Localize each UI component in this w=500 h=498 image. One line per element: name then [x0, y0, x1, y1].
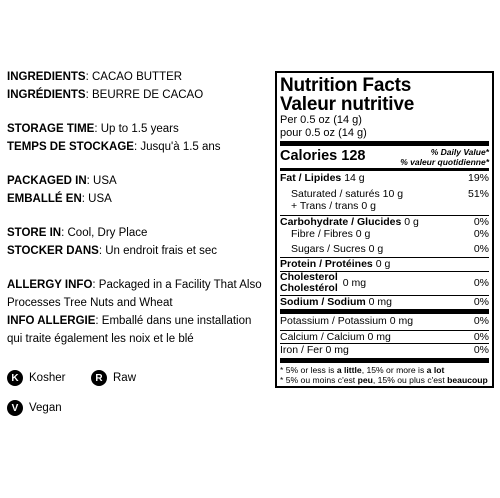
fibre-row: [280, 228, 489, 241]
allergy-en-label: ALLERGY INFO: [7, 279, 93, 291]
saturated-dv: 51%: [467, 187, 489, 200]
fat-row: [280, 172, 489, 185]
cholesterol-row: [280, 272, 489, 295]
packaged-en-value: USA: [93, 175, 117, 187]
sodium-label: Sodium / Sodium: [280, 295, 366, 308]
fibre-dv: 0%: [473, 228, 489, 240]
sodium-dv: 0%: [473, 295, 489, 308]
kosher-badge: [7, 370, 65, 386]
ingredients-en-label: INGREDIENTS: [7, 71, 86, 83]
trans-label: + Trans / trans: [291, 200, 359, 212]
nutrition-facts-panel: [275, 71, 494, 388]
potassium-row: [280, 315, 489, 328]
ingredients-fr-label: INGRÉDIENTS: [7, 89, 86, 101]
store-fr-label: STOCKER DANS: [7, 245, 99, 257]
cholesterol-label-fr: Cholestérol: [280, 282, 338, 294]
allergy-en: ALLERGY INFO: Packaged in a Facility That Also Processes Tree Nuts and Wheat: [7, 279, 262, 309]
daily-value-header-fr: % valeur quotidienne*: [400, 156, 489, 167]
trans-row: [280, 200, 489, 213]
raw-badge: [91, 370, 136, 386]
packaged-fr: EMBALLÉ EN: USA: [7, 193, 112, 205]
kosher-label: Kosher: [29, 372, 66, 384]
storage-en: STORAGE TIME: Up to 1.5 years: [7, 123, 179, 135]
potassium-dv: 0%: [473, 315, 489, 327]
carbohydrate-row: [280, 216, 489, 229]
sugars-dv: 0%: [473, 242, 489, 255]
kosher-icon: K: [7, 370, 23, 386]
carbohydrate-label: Carbohydrate / Glucides: [280, 215, 402, 228]
carbohydrate-amount: 0 g: [404, 215, 419, 228]
saturated-row: [280, 188, 489, 201]
footnote-en: [280, 365, 489, 375]
potassium-amount: 0 mg: [389, 315, 414, 327]
iron-amount: 0 mg: [325, 344, 349, 356]
cholesterol-dv: 0%: [473, 277, 489, 289]
store-fr: STOCKER DANS: Un endroit frais et sec: [7, 245, 218, 257]
packaged-fr-label: EMBALLÉ EN: [7, 193, 82, 205]
iron-row: [280, 344, 489, 357]
storage-fr-value: Jusqu'à 1.5 ans: [140, 141, 221, 153]
store-en-label: STORE IN: [7, 227, 62, 239]
divider-thick: [280, 358, 489, 363]
store-en-value: Cool, Dry Place: [67, 227, 148, 239]
footnote-fr-b: peu: [357, 374, 373, 385]
footnote-en-b: a little: [336, 364, 362, 375]
fat-dv: 19%: [467, 172, 489, 184]
raw-label: Raw: [113, 372, 137, 384]
vegan-icon: V: [7, 400, 23, 416]
protein-label: Protein / Protéines: [280, 258, 373, 270]
divider-thick: [280, 309, 489, 314]
saturated-label: Saturated / saturés: [291, 187, 380, 200]
calcium-amount: 0 mg: [367, 330, 391, 343]
calcium-label: Calcium / Calcium: [280, 330, 365, 343]
calories-row: [280, 147, 489, 167]
vegan-label: Vegan: [29, 402, 62, 414]
fibre-label: Fibre / Fibres: [291, 228, 353, 240]
allergy-fr: INFO ALLERGIE: Emballé dans une installation qui traite également les noix et le blé: [7, 315, 252, 345]
raw-icon: R: [91, 370, 107, 386]
store-fr-value: Un endroit frais et sec: [105, 245, 218, 257]
divider-thick: [280, 141, 489, 146]
ingredients-en: INGREDIENTS: CACAO BUTTER: [7, 71, 183, 83]
footnote-en-a: * 5% or less is: [280, 364, 335, 375]
footnote-fr-c: , 15% ou plus c'est: [372, 374, 445, 385]
protein-row: [280, 258, 489, 271]
storage-fr: TEMPS DE STOCKAGE: Jusqu'à 1.5 ans: [7, 141, 221, 153]
nutrition-title-fr: Valeur nutritive: [280, 94, 415, 115]
ingredients-fr-value: BEURRE DE CACAO: [91, 89, 204, 101]
footnote: [280, 365, 489, 385]
sugars-amount: 0 g: [368, 242, 384, 255]
iron-label: Iron / Fer: [280, 344, 323, 356]
footnote-en-c: , 15% or more is: [361, 364, 425, 375]
iron-dv: 0%: [473, 344, 489, 356]
ingredients-en-value: CACAO BUTTER: [91, 71, 183, 83]
serving-size-en: Per 0.5 oz (14 g): [280, 114, 362, 126]
daily-value-header-en: % Daily Value*: [430, 147, 489, 157]
footnote-fr-a: * 5% ou moins c'est: [280, 374, 356, 385]
cholesterol-label-en: Cholesterol: [280, 270, 338, 283]
fat-amount: 14 g: [344, 172, 365, 184]
storage-en-label: STORAGE TIME: [7, 123, 95, 135]
store-en: STORE IN: Cool, Dry Place: [7, 227, 148, 239]
product-info: [7, 68, 269, 348]
vegan-badge: [7, 400, 62, 416]
storage-fr-label: TEMPS DE STOCKAGE: [7, 141, 134, 153]
footnote-fr-d: beaucoup: [447, 374, 488, 385]
fat-label: Fat / Lipides: [280, 172, 342, 184]
sugars-row: [280, 243, 489, 256]
packaged-en: PACKAGED IN: USA: [7, 175, 117, 187]
serving-size-fr: pour 0.5 oz (14 g): [280, 126, 367, 139]
divider-medium: [280, 168, 489, 171]
allergy-en-value: Packaged in a Facility That Also Processes Tree Nuts and Wheat: [7, 279, 262, 309]
allergy-fr-label: INFO ALLERGIE: [7, 315, 96, 327]
packaged-en-label: PACKAGED IN: [7, 175, 87, 187]
fibre-amount: 0 g: [355, 228, 371, 240]
nutrition-title-en: Nutrition Facts: [280, 75, 412, 96]
calories-value: 128: [341, 148, 366, 164]
cholesterol-amount: 0 mg: [342, 277, 367, 289]
calories-label: Calories: [280, 148, 338, 164]
potassium-label: Potassium / Potassium: [280, 315, 387, 327]
allergy-fr-value: Emballé dans une installation qui traite également les noix et le blé: [7, 315, 252, 345]
saturated-amount: 10 g: [382, 187, 404, 200]
packaged-fr-value: USA: [88, 193, 112, 205]
storage-en-value: Up to 1.5 years: [100, 123, 179, 135]
calcium-row: [280, 331, 489, 344]
sodium-amount: 0 mg: [368, 295, 393, 308]
sugars-label: Sugars / Sucres: [291, 242, 366, 255]
ingredients-fr: INGRÉDIENTS: BEURRE DE CACAO: [7, 89, 204, 101]
footnote-fr: [280, 375, 489, 385]
sodium-row: [280, 296, 489, 309]
calcium-dv: 0%: [473, 330, 489, 343]
protein-amount: 0 g: [375, 258, 391, 270]
footnote-en-d: a lot: [426, 364, 445, 375]
carbohydrate-dv: 0%: [473, 215, 489, 228]
trans-amount: 0 g: [361, 200, 376, 212]
